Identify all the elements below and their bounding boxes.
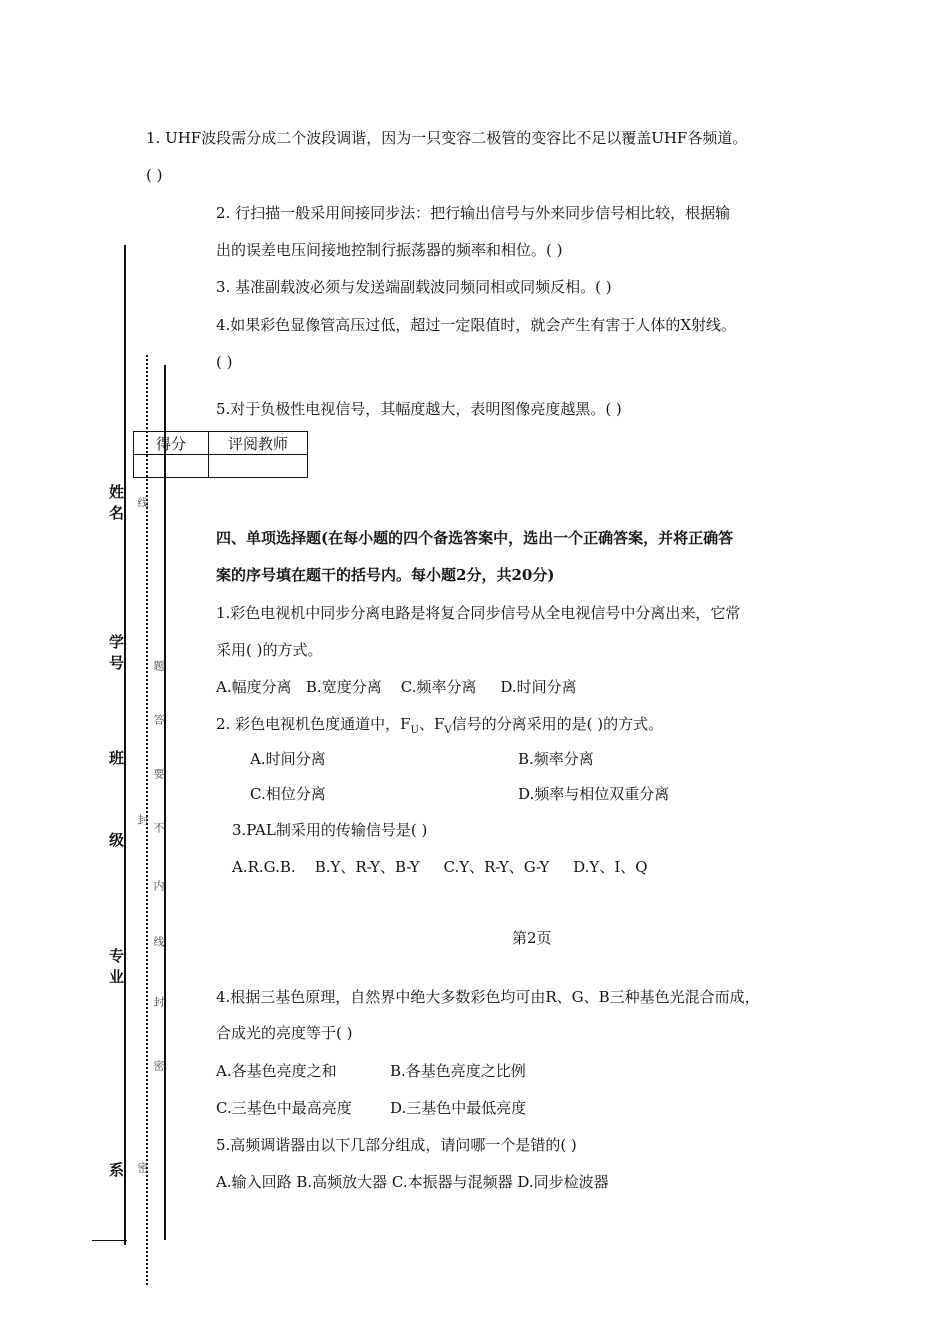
- seal-char: 答: [152, 714, 165, 725]
- department-underline: [92, 1240, 127, 1241]
- score-header: 得分: [134, 432, 209, 455]
- section4-heading-line1: 四、单项选择题(在每小题的四个备选答案中，选出一个正确答案，并将正确答: [216, 529, 734, 547]
- outer-seal-char-mi: 密: [136, 1162, 149, 1173]
- mc-q2-sub-u: U: [410, 725, 419, 736]
- judgment-q2-line1: 2. 行扫描一般采用间接同步法：把行输出信号与外来同步信号相比较，根据输: [216, 204, 731, 222]
- judgment-q1-line1: 1. UHF波段需分成二个波段调谐，因为一只变容二极管的变容比不足以覆盖UHF各频道。: [146, 129, 748, 147]
- judgment-q4-line2: ( ): [216, 353, 233, 371]
- page-number: 第2页: [512, 929, 552, 947]
- mc-q1-options: A.幅度分离 B.宽度分离 C.频率分离 D.时间分离: [216, 678, 577, 696]
- binding-outer-line: [124, 245, 126, 1245]
- major-label: 专业: [107, 948, 125, 990]
- department-label: 系: [107, 1162, 125, 1183]
- mc-q4-line1: 4.根据三基色原理，自然界中绝大多数彩色均可由R、G、B三种基色光混合而成，: [216, 988, 760, 1006]
- mc-q4-option-a: A.各基色亮度之和: [216, 1062, 337, 1080]
- mc-q2-sub-v: V: [444, 725, 452, 736]
- mc-q5-options: A.输入回路 B.高频放大器 C.本振器与混频器 D.同步检波器: [216, 1173, 609, 1191]
- mc-q2-stem: [216, 714, 663, 741]
- judgment-q5: 5.对于负极性电视信号，其幅度越大，表明图像亮度越黑。( ): [216, 400, 622, 418]
- mc-q4-option-b: B.各基色亮度之比例: [390, 1062, 526, 1080]
- judgment-q3: 3. 基准副载波必须与发送端副载波同频同相或同频反相。( ): [216, 278, 612, 296]
- outer-seal-char-line: 线: [136, 497, 149, 508]
- judgment-q4-line1: 4.如果彩色显像管高压过低，超过一定限值时，就会产生有害于人体的X射线。: [216, 316, 736, 334]
- binding-inner-line: [164, 365, 166, 1240]
- mc-q2-option-d: D.频率与相位双重分离: [518, 785, 670, 803]
- mc-q5: 5.高频调谐器由以下几部分组成，请问哪一个是错的( ): [216, 1136, 577, 1154]
- seal-char: 封: [152, 996, 165, 1007]
- seal-char: 内: [152, 880, 165, 891]
- class-ji-label: 级: [107, 832, 125, 853]
- judgment-q1-line2: ( ): [146, 166, 163, 184]
- mc-q1-line1: 1.彩色电视机中同步分离电路是将复合同步信号从全电视信号中分离出来，它常: [216, 604, 741, 622]
- mc-q2-option-b: B.频率分离: [518, 750, 594, 768]
- section4-heading-line2: 案的序号填在题干的括号内。每小题2分，共20分): [216, 566, 555, 584]
- score-cell[interactable]: [134, 455, 209, 478]
- mc-q2-prefix: 2. 彩色电视机色度通道中，F: [216, 715, 411, 733]
- seal-char: 题: [152, 660, 165, 671]
- seal-char: 不: [152, 822, 165, 833]
- student-id-label: 学号: [107, 634, 125, 676]
- judgment-q2-line2: 出的误差电压间接地控制行振荡器的频率和相位。( ): [216, 241, 563, 259]
- seal-char: 密: [152, 1060, 165, 1071]
- mc-q2-mid: 、F: [418, 715, 445, 733]
- seal-char: 要: [152, 768, 165, 779]
- grader-header: 评阅教师: [209, 432, 308, 455]
- mc-q2-option-c: C.相位分离: [250, 785, 326, 803]
- mc-q2-option-a: A.时间分离: [250, 750, 326, 768]
- mc-q4-line2: 合成光的亮度等于( ): [216, 1024, 353, 1042]
- score-table: [133, 431, 308, 478]
- seal-char: 线: [152, 936, 165, 947]
- mc-q4-option-d: D.三基色中最低亮度: [390, 1099, 527, 1117]
- mc-q2-suffix: 信号的分离采用的是( )的方式。: [451, 715, 664, 733]
- class-ban-label: 班: [107, 750, 125, 771]
- mc-q1-line2: 采用( )的方式。: [216, 641, 323, 659]
- outer-seal-char-feng: 封: [136, 814, 149, 825]
- mc-q3-options: A.R.G.B. B.Y、R-Y、B-Y C.Y、R-Y、G-Y D.Y、I、Q: [232, 858, 648, 876]
- name-label: 姓名: [107, 484, 125, 526]
- mc-q3: 3.PAL制采用的传输信号是( ): [232, 821, 428, 839]
- mc-q4-option-c: C.三基色中最高亮度: [216, 1099, 352, 1117]
- grader-cell[interactable]: [209, 455, 308, 478]
